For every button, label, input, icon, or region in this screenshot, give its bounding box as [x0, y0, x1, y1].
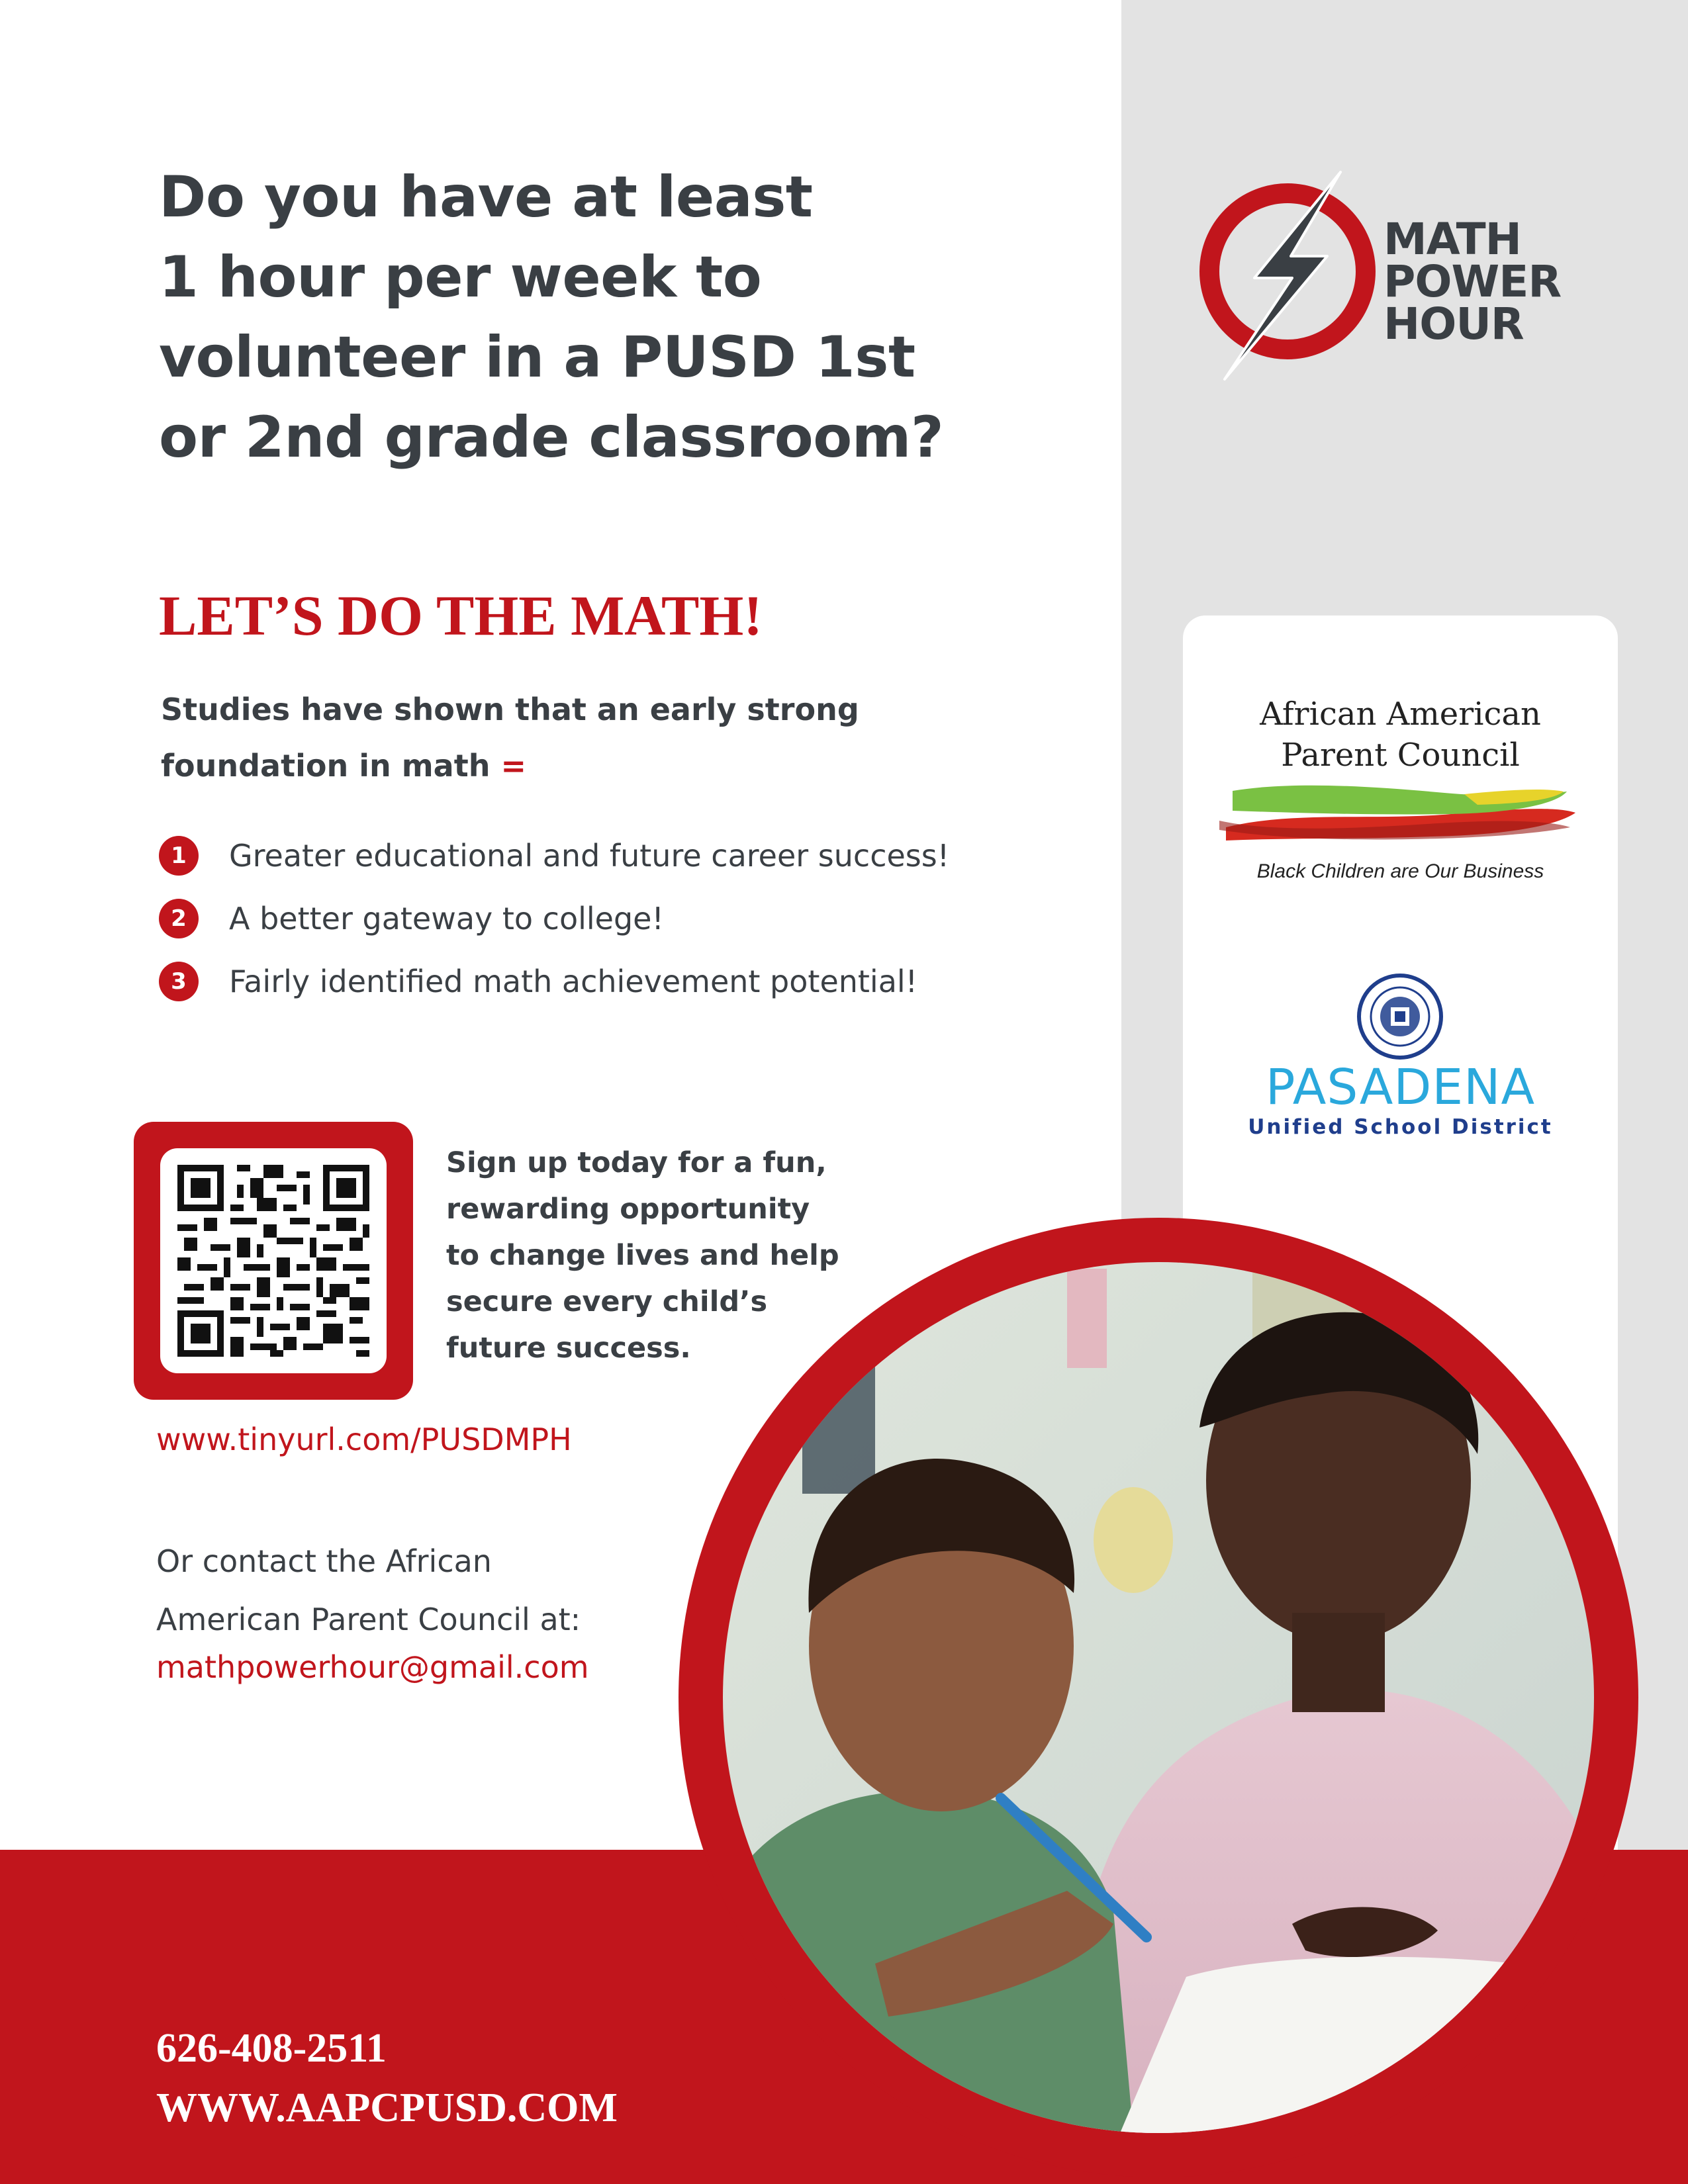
benefit-text: Fairly identified math achievement potential! — [229, 963, 918, 999]
studies-line-text: foundation in math — [161, 748, 491, 784]
headline — [159, 158, 1019, 478]
qr-code-frame[interactable] — [134, 1122, 413, 1400]
headline-line: or 2nd grade classroom? — [159, 404, 944, 471]
list-item — [159, 887, 949, 950]
contact-line: American Parent Council at: — [156, 1602, 581, 1637]
pusd-subtitle: Unified School District — [1248, 1115, 1553, 1139]
aapc-name-line: Parent Council — [1281, 737, 1520, 774]
contact-line: Or contact the African — [156, 1543, 492, 1579]
aapc-logo — [1183, 694, 1618, 776]
qr-code-card — [160, 1148, 387, 1373]
section-title: LET’S DO THE MATH! — [159, 584, 763, 647]
qr-code-icon — [177, 1165, 369, 1357]
benefit-text: Greater educational and future career success! — [229, 837, 950, 874]
email-link[interactable]: mathpowerhour@gmail.com — [156, 1649, 589, 1685]
list-item — [159, 950, 949, 1013]
studies-statement — [161, 682, 1021, 794]
tutoring-photo — [723, 1262, 1594, 2133]
pusd-name: PASADENA — [1265, 1059, 1536, 1116]
logo-line: MATH — [1383, 214, 1521, 265]
number-badge: 3 — [159, 962, 199, 1001]
studies-line — [161, 738, 1021, 794]
footer-website[interactable]: WWW.AAPCPUSD.COM — [156, 2085, 618, 2130]
signup-line: Sign up today for a fun, — [446, 1146, 827, 1179]
contact-text — [156, 1532, 581, 1649]
signup-url-link[interactable]: www.tinyurl.com/PUSDMPH — [156, 1422, 572, 1457]
benefit-text: A better gateway to college! — [229, 900, 664, 936]
math-power-hour-logo — [1383, 214, 1562, 349]
signup-line: secure every child’s — [446, 1285, 768, 1318]
district-seal-icon — [1356, 973, 1444, 1060]
logo-line: HOUR — [1383, 298, 1524, 349]
number-badge: 2 — [159, 899, 199, 938]
number-badge: 1 — [159, 836, 199, 876]
benefits-list — [159, 824, 949, 1013]
studies-line: Studies have shown that an early strong — [161, 692, 859, 727]
footer-phone[interactable]: 626-408-2511 — [156, 2026, 387, 2071]
aapc-name-line: African American — [1260, 696, 1541, 733]
brush-stroke-icon — [1213, 774, 1583, 847]
signup-line: future success. — [446, 1332, 691, 1365]
aapc-tagline: Black Children are Our Business — [1256, 860, 1544, 882]
headline-line: Do you have at least — [159, 164, 813, 230]
logo-line: POWER — [1383, 256, 1562, 307]
headline-line: 1 hour per week to — [159, 244, 762, 310]
list-item — [159, 824, 949, 887]
headline-line: volunteer in a PUSD 1st — [159, 324, 915, 390]
equals-sign: = — [500, 748, 527, 784]
signup-line: to change lives and help — [446, 1239, 839, 1272]
signup-line: rewarding opportunity — [446, 1193, 810, 1226]
